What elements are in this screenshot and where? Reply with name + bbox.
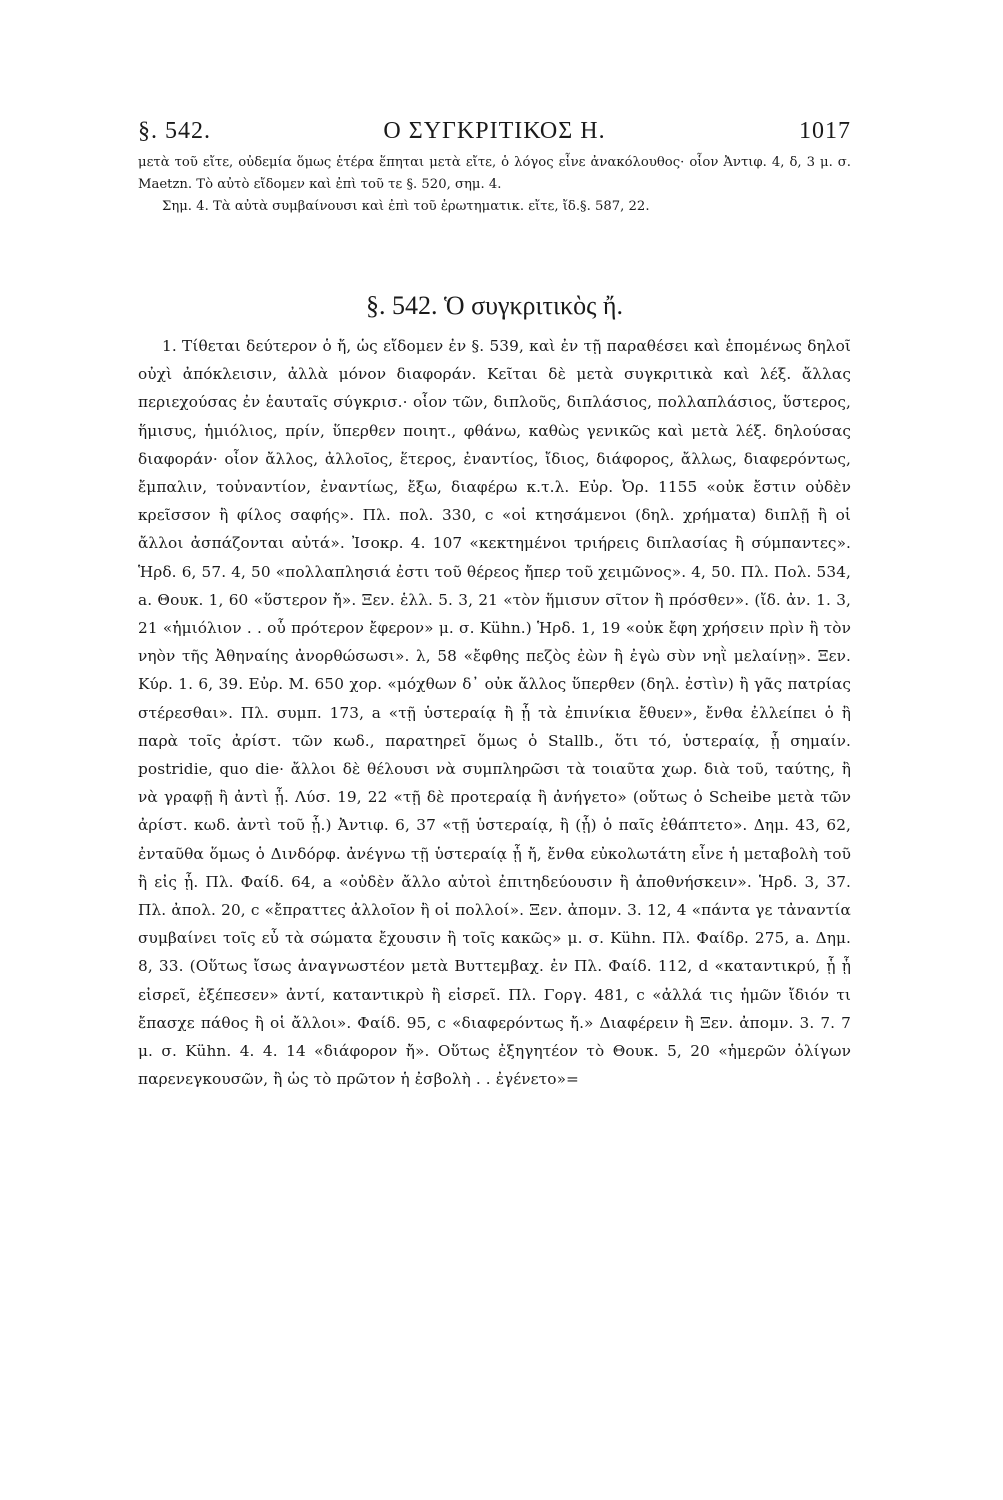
footnote-continuation <box>138 152 851 218</box>
note-text: μετὰ τοῦ εἴτε, οὐδεμία ὅμως ἑτέρα ἕπηται μετὰ εἴτε, ὁ λόγος εἶνε ἀνακόλουθος· οἷον Ἀντιφ. 4, δ, 3 μ. σ. Maetzn. Τὸ αὐτὸ εἴδομεν καὶ ἐπὶ τοῦ τε §. 520, σημ. 4. <box>138 155 851 192</box>
section-number: §. 542. <box>138 118 211 144</box>
body-text <box>138 332 851 1093</box>
chapter-title: Ο ΣΥΓΚΡΙΤΙΚΟΣ Η. <box>383 118 606 144</box>
note-4: Σημ. 4. Τὰ αὐτὰ συμβαίνουσι καὶ ἐπὶ τοῦ ἐρωτηματικ. εἴτε, ἴδ.§. 587, 22. <box>162 199 650 214</box>
page-number: 1017 <box>799 118 851 144</box>
section-heading: §. 542. Ὁ συγκριτικὸς ἤ. <box>366 291 623 320</box>
paragraph-1: 1. Τίθεται δεύτερον ὁ ἤ, ὡς εἴδομεν ἐν §. 539, καὶ ἐν τῇ παραθέσει καὶ ἑπομένως δηλοῖ οὐχὶ ἀπόκλεισιν, ἀλλὰ μόνον διαφοράν. Κεῖται δὲ μετὰ συγκριτικὰ καὶ λέξ. ἄλλας περιεχούσας ἐν ἑαυταῖς σύγκρισ.· οἷον τῶν, διπλοῦς, διπλάσιος, πολλαπλάσιος, ὕστερος, ἥμισυς, ἡμιόλιος, πρίν, ὕπερθεν ποιητ., φθάνω, καθὼς γενικῶς καὶ μετὰ λέξ. δηλούσας διαφοράν· οἷον ἄλλος, ἀλλοῖος, ἕτερος, ἐναντίος, ἴδιος, διάφορος, ἄλλως, διαφερόντως, ἔμπαλιν, τοὐναντίον, ἐναντίως, ἔξω, διαφέρω κ.τ.λ. Εὐρ. Ὀρ. 1155 «οὐκ ἔστιν οὐδὲν κρεῖσσον ἢ φίλος σαφής». Πλ. πολ. 330, c «οἱ κτησάμενοι (δηλ. χρήματα) διπλῇ ἢ οἱ ἄλλοι ἀσπάζονται αὐτά». Ἰσοκρ. 4. 107 «κεκτημένοι τριήρεις διπλασίας ἢ σύμπαντες». Ἡρδ. 6, 57. 4, 50 «πολλαπλησιά ἐστι τοῦ θέρεος ἤπερ τοῦ χειμῶνος». 4, 50. Πλ. Πολ. 534, a. Θουκ. 1, 60 «ὕστερον ἤ». Ξεν. ἑλλ. 5. 3, 21 «τὸν ἥμισυν σῖτον ἢ πρόσθεν». (ἴδ. ἀν. 1. 3, 21 «ἡμιόλιον . . οὗ πρότερον ἔφερον» μ. σ. Kühn.) Ἡρδ. 1, 19 «οὐκ ἔφη χρήσειν πρὶν ἢ τὸν νηὸν τῆς Ἀθηναίης ἀνορθώσωσι». λ, 58 «ἔφθης πεζὸς ἐὼν ἢ ἐγὼ σὺν νηῒ μελαίνῃ». Ξεν. Κύρ. 1. 6, 39. Εὐρ. Μ. 650 χορ. «μόχθων δ᾿ οὐκ ἄλλος ὕπερθεν (δηλ. ἐστὶν) ἢ γᾶς πατρίας στέρεσθαι». Πλ. συμπ. 173, a «τῇ ὑστεραίᾳ ἢ ᾗ τὰ ἐπινίκια ἔθυεν», ἔνθα ἐλλείπει ὁ ἢ παρὰ τοῖς ἀρίστ. τῶν κωδ., παρατηρεῖ ὅμως ὁ Stallb., ὅτι τό, ὑστεραίᾳ, ᾗ σημαίν. postridie, quo die· ἄλλοι δὲ θέλουσι νὰ συμπληρῶσι τὰ τοιαῦτα χωρ. διὰ τοῦ, ταύτης, ἢ νὰ γραφῇ ἢ ἀντὶ ᾗ. Λύσ. 19, 22 «τῇ δὲ προτεραίᾳ ἢ ἀνήγετο» (οὕτως ὁ Scheibe μετὰ τῶν ἀρίστ. κωδ. ἀντὶ τοῦ ᾗ.) Ἀντιφ. 6, 37 «τῇ ὑστεραίᾳ, ἢ (ᾗ) ὁ παῖς ἐθάπτετο». Δημ. 43, 62, ἐνταῦθα ὅμως ὁ Δινδόρφ. ἀνέγνω τῇ ὑστεραίᾳ ᾗ ἤ, ἔνθα εὐκολωτάτη εἶνε ἡ μεταβολὴ τοῦ ἢ εἰς ᾗ. Πλ. Φαίδ. 64, a «οὐδὲν ἄλλο αὐτοὶ ἐπιτηδεύουσιν ἢ ἀποθνήσκειν». Ἡρδ. 3, 37. Πλ. ἀπολ. 20, c «ἔπραττες ἀλλοῖον ἢ οἱ πολλοί». Ξεν. ἀπομν. 3. 12, 4 «πάντα γε τἀναντία συμβαίνει τοῖς εὖ τὰ σώματα ἔχουσιν ἢ τοῖς κακῶς» μ. σ. Kühn. Πλ. Φαίδρ. 275, a. Δημ. 8, 33. (Οὕτως ἴσως ἀναγνωστέον μετὰ Βυττεμβαχ. ἐν Πλ. Φαίδ. 112, d «καταντικρύ, ᾗ ᾗ εἰσρεῖ, ἐξέπεσεν» ἀντί, καταντικρὺ ἢ εἰσρεῖ. Πλ. Γοργ. 481, c «ἀλλά τις ἡμῶν ἴδιόν τι ἔπασχε πάθος ἢ οἱ ἄλλοι». Φαίδ. 95, c «διαφερόντως ἤ.» Διαφέρειν ἢ Ξεν. ἀπομν. 3. 7. 7 μ. σ. Kühn. 4. 4. 14 «διάφορον ἤ». Οὕτως ἐξηγητέον τὸ Θουκ. 5, 20 «ἡμερῶν ὀλίγων παρενεγκουσῶν, ἢ ὡς τὸ πρῶτον ἡ ἐσβολὴ . . ἐγένετο»= <box>138 337 851 1089</box>
